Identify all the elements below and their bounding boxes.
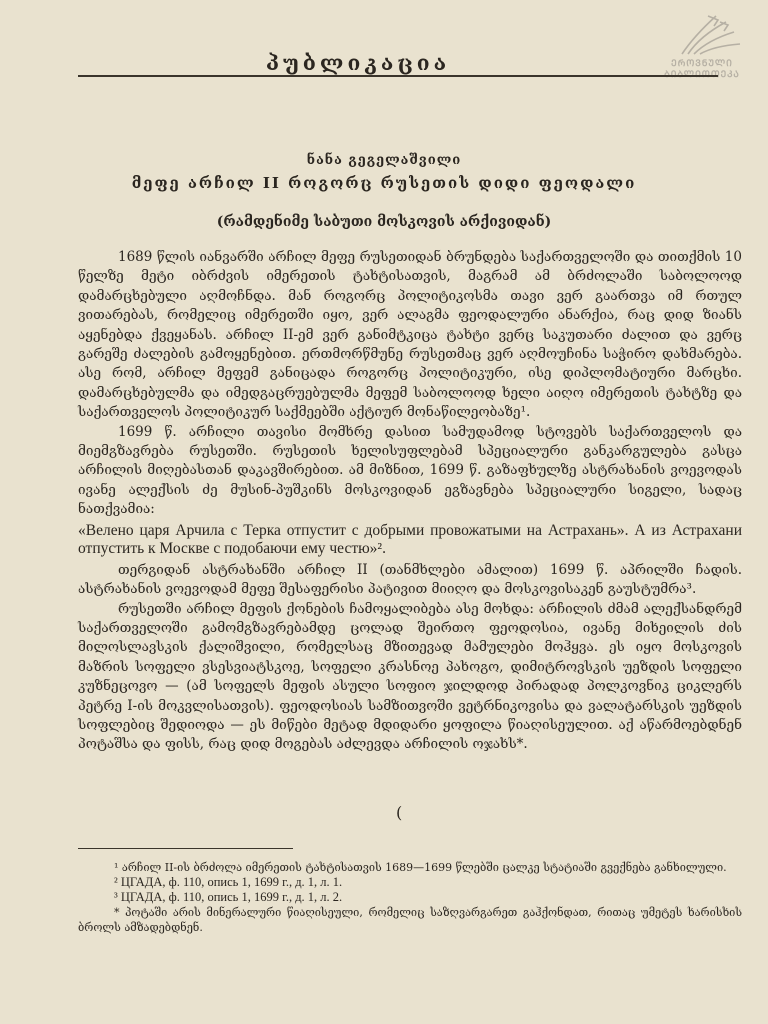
paragraph: რუსეთში არჩილ მეფის ქონების ჩამოყალიბება ასე მოხდა: არჩილის ძმამ ალექსანდრემ საქართველოში გამომგზავრებამდე ცოლად შეირთო ფეოდოსია, ივანე მიხეილის ძის მილოსლავსკის ქალიშვილი, რომელსაც მზითევად მამულები მოჰყვა. ეს იყო მოსკოვის მაზრის სოფელი ვსესვიატსკოე, სოფელი კრასნოე პახოგო, დიმიტროვსკის უეზდის სოფელი კუზნეცოვო — (ამ სოფელს მეფის ასული სოფიო ჯილდოდ პირადად პოლკოვნიკ ციკლერს პეტრე I-ის მოკვლისათვის). ფეოდოსიას სამზითვოში ვეტრნიკოვისა და ვალატარსკის უეზდის სოფლებიც შედიოდა — ეს მიწები მეტად მდიდარი ყოფილა წიაღისეულით. აქ აწარმოებდნენ პოტაშსა და ფისს, რაც დიდ მოგებას აძლევდა არჩილის ოჯახს*.	[78, 600, 742, 753]
logo-text: ᲑᲘᲑᲚᲘᲝᲗᲔᲙᲐ	[664, 70, 740, 80]
paragraph: 1689 წლის იანვარში არჩილ მეფე რუსეთიდან ბრუნდება საქართველოში და თითქმის 10 წელზე მეტი იბრძვის იმერეთის ტახტისათვის, მაგრამ ამ ბრძოლაში საბოლოოდ დამარცხებული აღმოჩნდა. მან როგორც პოლიტიკოსმა თავი ვერ გაართვა იმ რთულ ვითარებას, რომელიც იმერეთში იყო, ვერ ალაგმა ფეოდალური ანარქია, რაც დიდ ზიანს აყენებდა ქვეყანას. არჩილ II-ემ ვერ განიმტკიცა ტახტი ვერც საკუთარი ძალით და ვერც გარეშე ძალების გამოყენებით. ერთმორწმუნე რუსეთმაც ვერ აღმოუჩინა საჭირო დახმარება. ასე რომ, არჩილ მეფემ განიცადა როგორც პოლიტიკური, ისე დიპლომატიური მარცხი. დამარცხებულმა და იმედგაცრუებულმა მეფემ საბოლოოდ ხელი აიღო იმერეთის ტახტზე და საქართველოს პოლიტიკურ საქმეებში აქტიურ მონაწილეობაზე¹.	[78, 249, 742, 421]
footnotes	[78, 860, 742, 935]
article-title: მეფე არჩილ II როგორც რუსეთის დიდი ფეოდალი	[131, 174, 637, 192]
wheat-sheaf-icon	[652, 12, 752, 56]
header-rule	[78, 75, 718, 77]
russian-quote: «Велено царя Арчила с Терка отпустит с добрыми провожатыми на Астрахань». А из Астрахани отпустить к Москве с подобаючи ему честю»².	[78, 521, 742, 557]
footnote: ² ЦГАДА, ф. 110, опись 1, 1699 г., д. 1, л. 1.	[114, 875, 343, 889]
article-subtitle: (რამდენიმე საბუთი მოსკოვის არქივიდან)	[216, 214, 552, 230]
footnote: * პოტაში არის მინერალური წიაღისეული, რომელიც საზღვარგარეთ გაჰქონდათ, რითაც უმეტეს ხარისხის ბროლს ამზადებდნენ.	[78, 906, 742, 934]
footnote-rule	[78, 848, 293, 849]
article-body	[78, 248, 742, 755]
footnote: ³ ЦГАДА, ф. 110, опись 1, 1699 г., д. 1, л. 2.	[114, 890, 343, 904]
stray-mark: (	[396, 803, 403, 822]
article-author: ნანა გეგელაშვილი	[306, 153, 462, 168]
paragraph: თერგიდან ასტრახანში არჩილ II (თანმხლები ამალით) 1699 წ. აპრილში ჩადის. ასტრახანის ვოევოდამ მეფე შესაფერისი პატივით მიიღო და მოსკოვისაკენ გაუსტუმრა³.	[78, 561, 742, 598]
footnote: ¹ არჩილ II-ის ბრძოლა იმერეთის ტახტისათვის 1689—1699 წლებში ცალკე სტატიაში გვექნება განხილული.	[114, 861, 727, 874]
library-logo	[652, 12, 752, 78]
running-head: პუბლიკაცია	[265, 50, 451, 75]
paragraph: 1699 წ. არჩილი თავისი მომხრე დასით სამუდამოდ სტოვებს საქართველოს და მიემგზავრება რუსეთში. რუსეთის ხელისუფლებამ სპეციალური განკარგულება გასცა არჩილის მიღებასთან დაკავშირებით. ამ მიზნით, 1699 წ. გაზაფხულზე ასტრახანის ვოევოდას ივანე ალექსის ძე მუსინ-პუშკინს მოსკოვიდან ეგზავნება სპეციალური სიგელი, სადაც ნათქვამია:	[78, 423, 742, 518]
logo-text: ᲔᲠᲝᲕᲜᲣᲚᲘ	[671, 59, 733, 69]
